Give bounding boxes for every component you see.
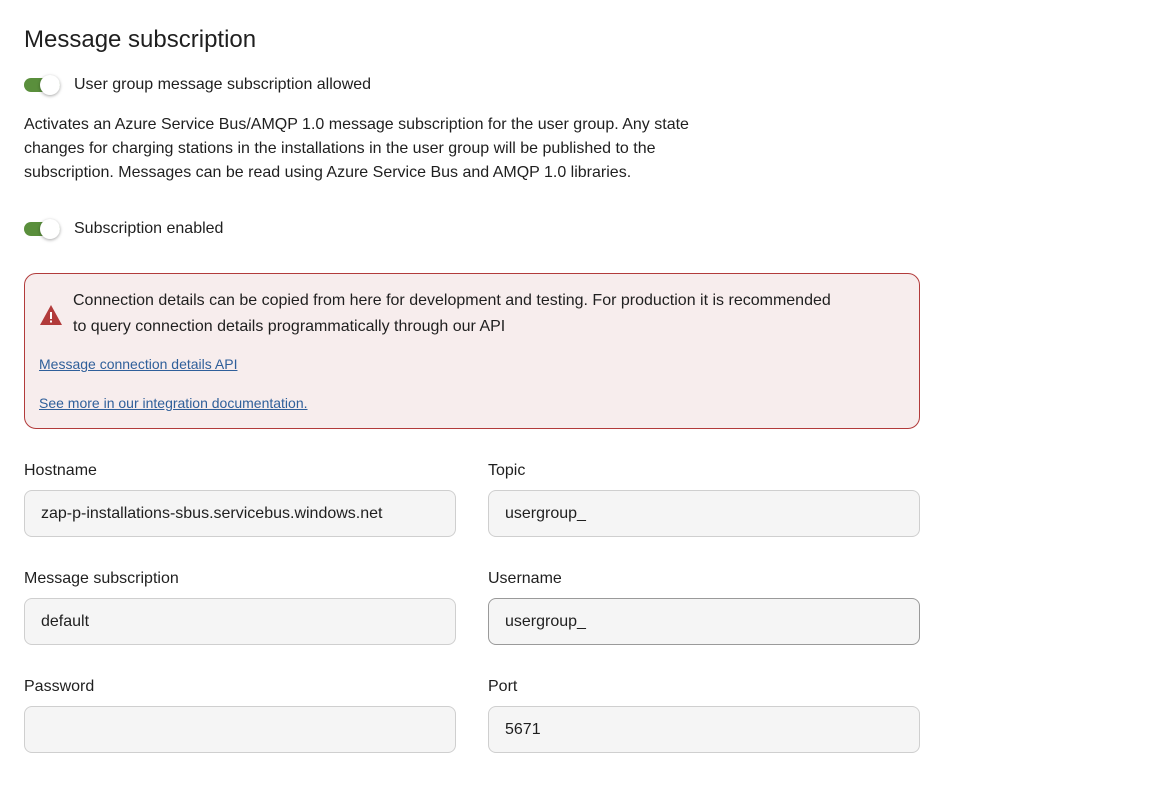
message-subscription-field[interactable] (24, 598, 456, 645)
allowed-toggle-row (24, 73, 371, 97)
hostname-label: Hostname (24, 462, 97, 479)
port-label: Port (488, 678, 518, 695)
topic-label: Topic (488, 462, 526, 479)
subscription-enabled-toggle[interactable] (24, 222, 60, 236)
message-subscription-label: Message subscription (24, 570, 179, 587)
hostname-field[interactable] (24, 490, 456, 537)
warning-icon (39, 304, 63, 326)
subscription-allowed-toggle[interactable] (24, 78, 60, 92)
username-label: Username (488, 570, 562, 587)
enabled-toggle-row (24, 217, 223, 241)
username-field[interactable] (488, 598, 920, 645)
subscription-enabled-label: Subscription enabled (74, 220, 224, 237)
connection-details-alert (24, 273, 920, 429)
port-field[interactable] (488, 706, 920, 753)
integration-documentation-link[interactable]: See more in our integration documentation. (39, 395, 308, 411)
toggle-knob (40, 75, 60, 95)
subscription-allowed-label: User group message subscription allowed (74, 76, 372, 93)
topic-field[interactable] (488, 490, 920, 537)
page-title: Message subscription (24, 26, 257, 53)
alert-message: Connection details can be copied from here for development and testing. For production it is recommended to query connection details programmatically through our API (73, 292, 831, 335)
message-connection-api-link[interactable]: Message connection details API (39, 356, 238, 372)
password-label: Password (24, 678, 95, 695)
toggle-knob (40, 219, 60, 239)
password-field[interactable] (24, 706, 456, 753)
subscription-description: Activates an Azure Service Bus/AMQP 1.0 message subscription for the user group. Any state changes for charging stations in the installations in the user group will be published to the subscription. Messages can be read using Azure Service Bus and AMQP 1.0 libraries. (24, 116, 689, 181)
